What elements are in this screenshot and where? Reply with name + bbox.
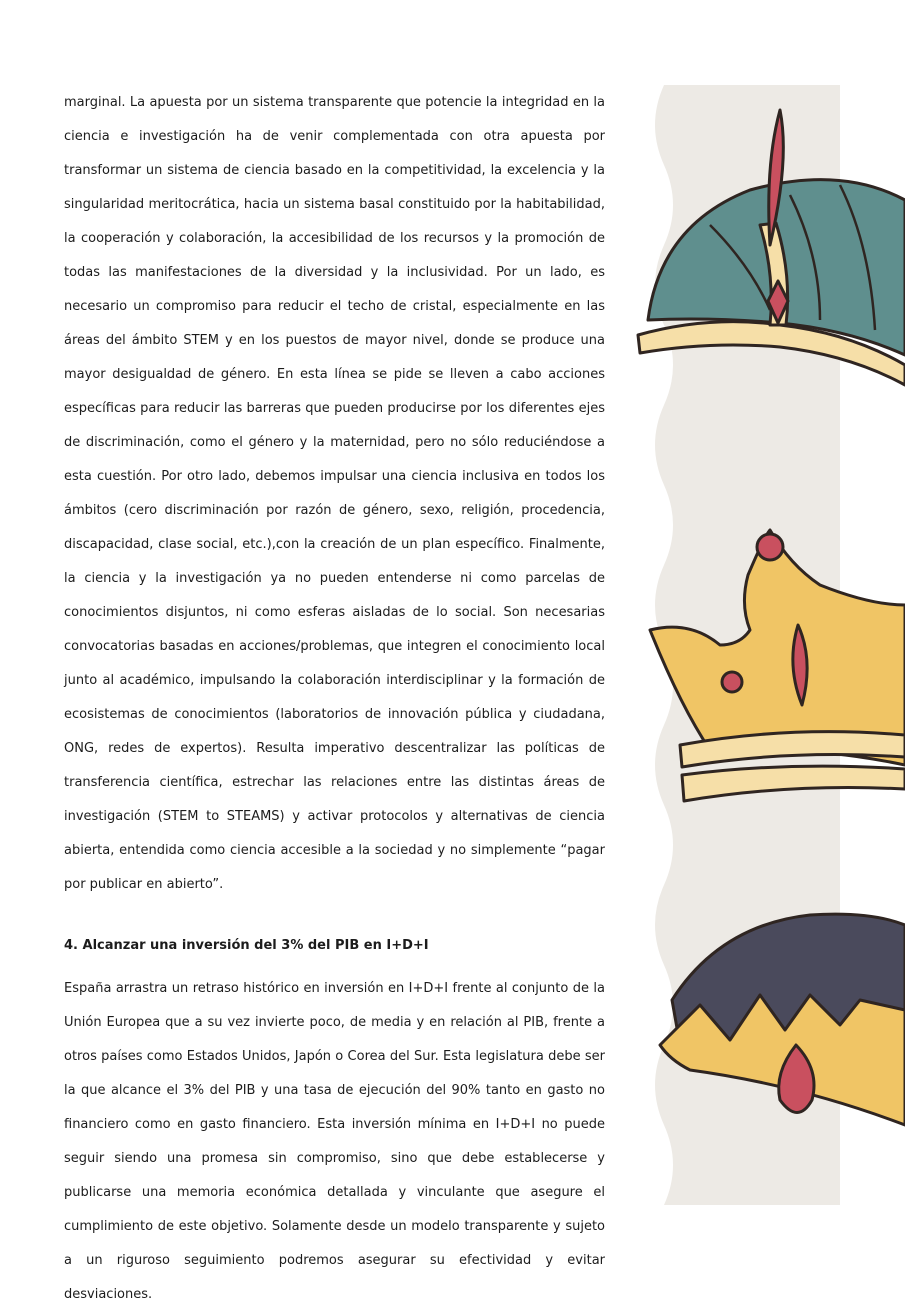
document-body [64,86,605,1312]
body-paragraph: marginal. La apuesta por un sistema transparente que potencie la integridad en la ciencia e investigación ha de venir complementada con otra apuesta por transformar un sistema de ciencia basado en la competitividad, la excelencia y la singularidad meritocrática, hacia un sistema basal constituido por la habitabilidad, la cooperación y colaboración, la accesibilidad de los recursos y la promoción de todas las manifestaciones de la diversidad y la inclusividad. Por un lado, es necesario un compromiso para reducir el techo de cristal, especialmente en las áreas del ámbito STEM y en los puestos de mayor nivel, donde se produce una mayor desigualdad de género. En esta línea se pide se lleven a cabo acciones específicas para reducir las barreras que pueden producirse por los diferentes ejes de discriminación, como el género y la maternidad, pero no sólo reduciéndose a esta cuestión. Por otro lado, debemos impulsar una ciencia inclusiva en todos los ámbitos (cero discriminación por razón de género, sexo, religión, procedencia, discapacidad, clase social, etc.),con la creación de un plan específico. Finalmente, la ciencia y la investigación ya no pueden entenderse ni como parcelas de conocimientos disjuntos, ni como esferas aisladas de lo social. Son necesarias convocatorias basadas en acciones/problemas, que integren el conocimiento local junto al académico, impulsando la colaboración interdisciplinar y la formación de ecosistemas de conocimientos (laboratorios de innovación pública y ciudadana, ONG, redes de expertos). Resulta imperativo descentralizar las políticas de transferencia científica, estrechar las relaciones entre las distintas áreas de investigación (STEM to STEAMS) y activar protocolos y alternativas de ciencia abierta, entendida como ciencia accesible a la sociedad y no simplemente “pagar por publicar en abierto”. [64,95,605,892]
decorative-illustration [620,85,905,1205]
body-paragraph: España arrastra un retraso histórico en inversión en I+D+I frente al conjunto de la Unión Europea que a su vez invierte poco, de media y en relación al PIB, frente a otros países como Estados Unidos, Japón o Corea del Sur. Esta legislatura debe ser la que alcance el 3% del PIB y una tasa de ejecución del 90% tanto en gasto no financiero como en gasto financiero. Esta inversión mínima en I+D+I no puede seguir siendo una promesa sin compromiso, sino que debe establecerse y publicarse una memoria económica detallada y vinculante que asegure el cumplimiento de este objetivo. Solamente desde un modelo transparente y sujeto a un riguroso seguimiento podremos asegurar su efectividad y evitar desviaciones. [64,981,605,1302]
section-heading: 4. Alcanzar una inversión del 3% del PIB en I+D+I [64,938,429,953]
